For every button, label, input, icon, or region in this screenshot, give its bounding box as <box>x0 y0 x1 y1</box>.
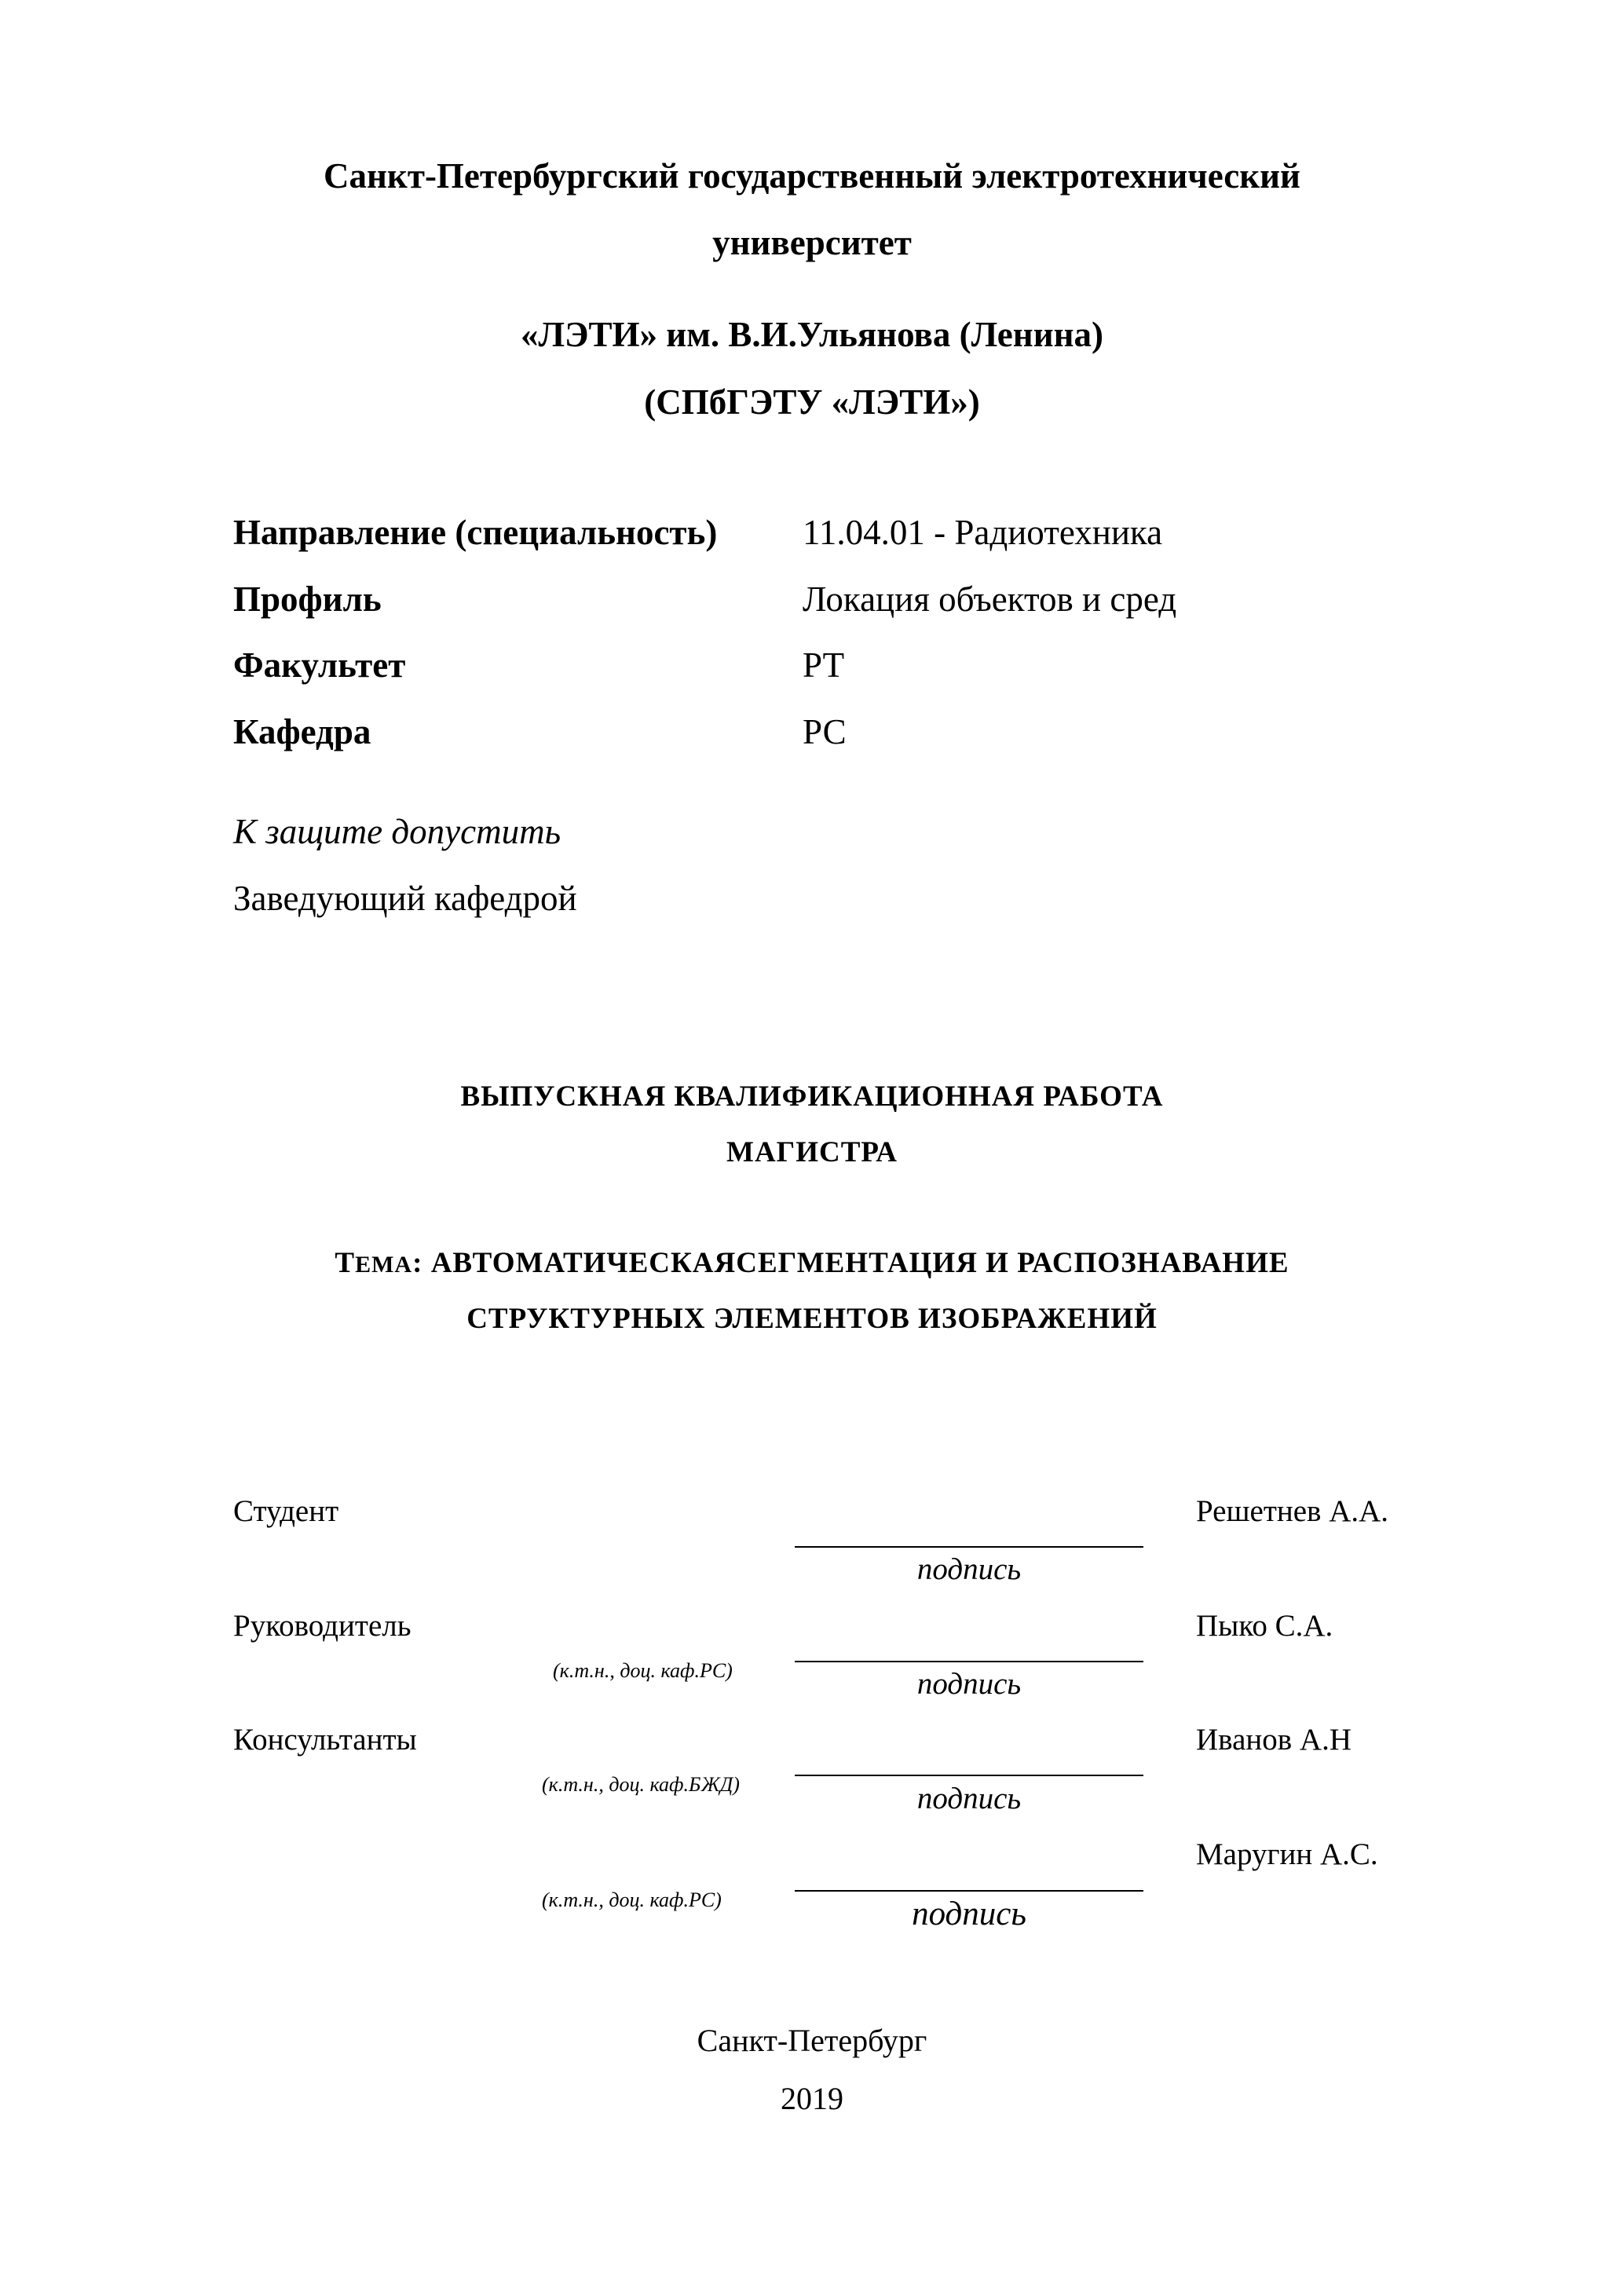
consultant2-signature-caption: подпись <box>912 1896 1026 1932</box>
consultant1-title: (к.т.н., доц. каф.БЖД) <box>542 1773 740 1796</box>
consultant1-name: Иванов А.Н <box>1196 1723 1352 1757</box>
topic-line1: ТЕМА: АВТОМАТИЧЕСКАЯСЕГМЕНТАЦИЯ И РАСПОЗНАВАНИЕ <box>335 1247 1289 1279</box>
student-signature-caption: подпись <box>916 1552 1022 1586</box>
department-value: РС <box>803 712 847 751</box>
consultant1-signature-caption: подпись <box>916 1782 1022 1815</box>
supervisor-signature-caption: подпись <box>916 1667 1022 1701</box>
topic-prefix: ТЕМА: <box>335 1247 423 1279</box>
direction-label: Направление (специальность) <box>233 513 718 552</box>
department-label: Кафедра <box>233 712 371 751</box>
profile-label: Профиль <box>233 579 382 619</box>
supervisor-label: Руководитель <box>233 1609 411 1643</box>
university-name-line2: университет <box>712 223 912 262</box>
consultant2-signature-line <box>795 1890 1143 1892</box>
consultant2-title: (к.т.н., доц. каф.РС) <box>542 1888 722 1911</box>
student-label: Студент <box>233 1494 339 1528</box>
direction-value: 11.04.01 - Радиотехника <box>803 513 1163 552</box>
university-name-line1: Санкт-Петербургский государственный электротехнический <box>323 156 1300 196</box>
supervisor-signature-line <box>795 1661 1143 1662</box>
head-of-department-label: Заведующий кафедрой <box>233 879 577 918</box>
work-title-line1: ВЫПУСКНАЯ КВАЛИФИКАЦИОННАЯ РАБОТА <box>460 1080 1164 1113</box>
student-signature-line <box>795 1546 1143 1548</box>
consultant1-signature-line <box>795 1775 1143 1776</box>
consultant2-name: Маругин А.С. <box>1196 1837 1378 1871</box>
footer-city: Санкт-Петербург <box>697 2023 927 2058</box>
university-abbreviation: (СПбГЭТУ «ЛЭТИ») <box>644 382 980 422</box>
profile-value: Локация объектов и сред <box>803 579 1177 619</box>
footer-year: 2019 <box>781 2081 843 2116</box>
admission-note: К защите допустить <box>233 812 561 851</box>
topic-line2: СТРУКТУРНЫХ ЭЛЕМЕНТОВ ИЗОБРАЖЕНИЙ <box>466 1303 1158 1335</box>
student-name: Решетнев А.А. <box>1196 1494 1389 1528</box>
faculty-value: РТ <box>803 645 845 685</box>
university-name-line3: «ЛЭТИ» им. В.И.Ульянова (Ленина) <box>520 315 1104 354</box>
supervisor-title: (к.т.н., доц. каф.РС) <box>553 1659 733 1682</box>
work-title-line2: МАГИСТРА <box>726 1136 898 1168</box>
faculty-label: Факультет <box>233 645 406 685</box>
supervisor-name: Пыко С.А. <box>1196 1609 1333 1643</box>
consultants-label: Консультанты <box>233 1723 417 1757</box>
